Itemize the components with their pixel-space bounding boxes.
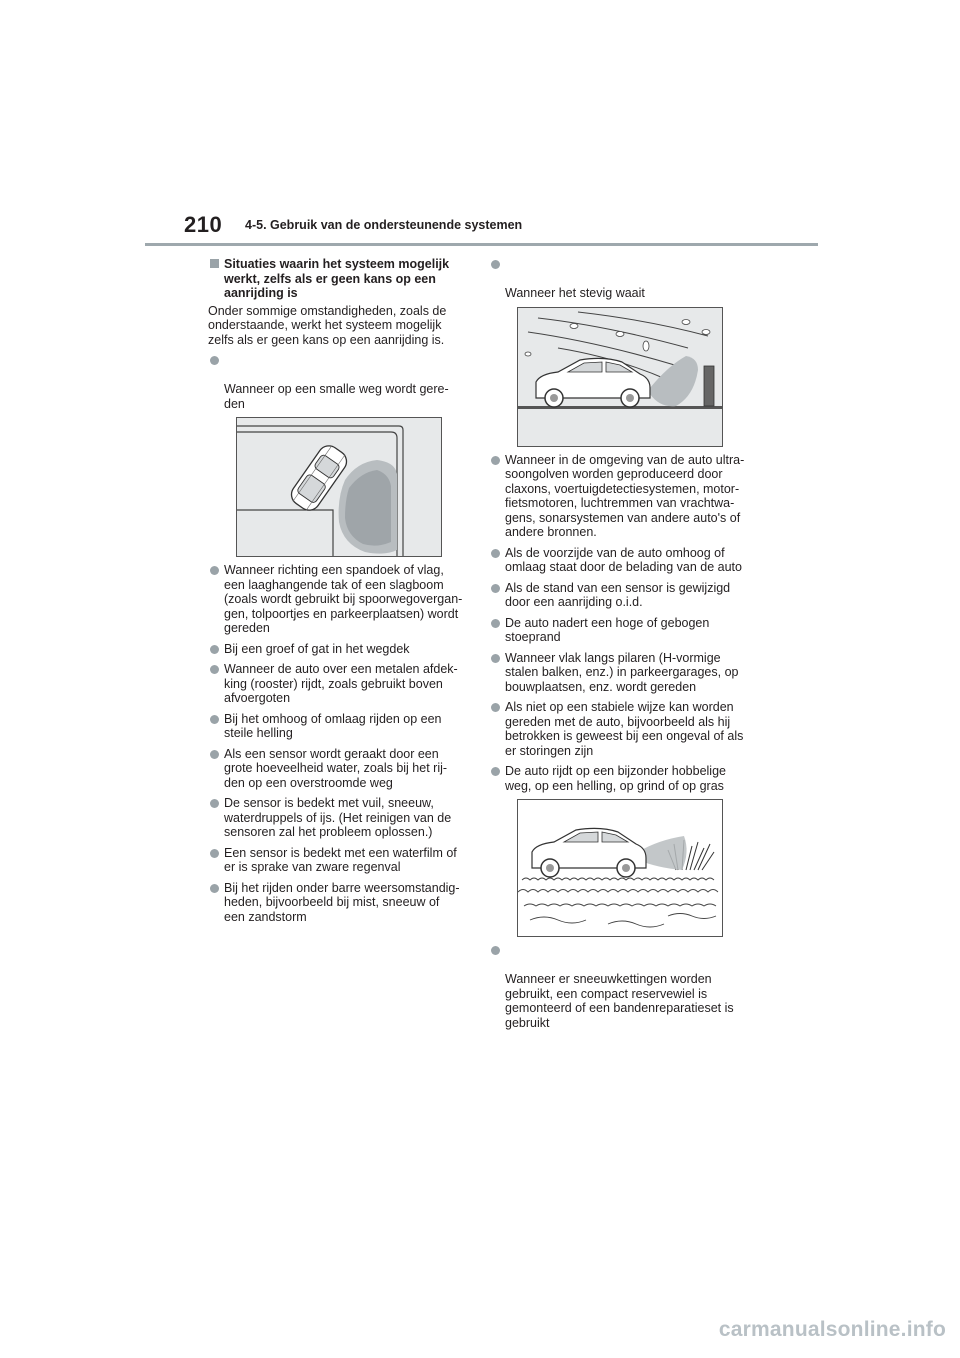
square-bullet-icon xyxy=(210,259,219,268)
round-bullet-icon xyxy=(491,654,500,663)
bullet-item xyxy=(208,796,470,840)
page-number: 210 xyxy=(184,212,223,237)
bullet-item xyxy=(208,662,470,706)
round-bullet-icon xyxy=(210,566,219,575)
bullet-item xyxy=(489,257,751,301)
round-bullet-icon xyxy=(210,849,219,858)
round-bullet-icon xyxy=(210,715,219,724)
bullet-text: Wanneer er sneeuwkettingen worden gebruikt, een compact reservewiel is gemonteerd of een bandenreparatieset is gebruikt xyxy=(505,972,734,1030)
section-title: 4-5. Gebruik van de ondersteunende systemen xyxy=(245,218,523,232)
bullet-item xyxy=(208,846,470,875)
round-bullet-icon xyxy=(210,356,219,365)
bullet-text: Wanneer richting een spandoek of vlag, een laaghangende tak of een slagboom (zoals wordt gebruikt bij spoorwegovergan- gen, tolpoortjes en parkeerplaatsen) wordt gereden xyxy=(224,563,463,635)
bullet-text: Wanneer vlak langs pilaren (H-vormige stalen balken, enz.) in parkeergarages, op bouwplaatsen, enz. wordt gereden xyxy=(505,650,739,694)
round-bullet-icon xyxy=(210,884,219,893)
bullet-text: Als de stand van een sensor is gewijzigd door een aanrijding o.i.d. xyxy=(505,580,731,609)
watermark: carmanualsonline.info xyxy=(718,1318,946,1341)
round-bullet-icon xyxy=(210,750,219,759)
right-bullet-list xyxy=(489,453,751,794)
round-bullet-icon xyxy=(491,946,500,955)
round-bullet-icon xyxy=(491,767,500,776)
round-bullet-icon xyxy=(491,260,500,269)
bullet-text: De auto rijdt op een bijzonder hobbelige weg, op een helling, op grind of op gras xyxy=(505,764,726,793)
bullet-text: Bij een groef of gat in het wegdek xyxy=(224,641,410,656)
rough-road-illustration xyxy=(517,799,723,937)
bullet-text: Als de voorzijde van de auto omhoog of omlaag staat door de belading van de auto xyxy=(505,545,742,574)
right-column xyxy=(489,257,751,1036)
bullet-text: Bij het rijden onder barre weersomstandig- heden, bijvoorbeeld bij mist, sneeuw of een zandstorm xyxy=(224,880,460,924)
left-column xyxy=(208,257,470,930)
bullet-item xyxy=(208,642,470,657)
bullet-item xyxy=(489,581,751,610)
narrow-road-illustration xyxy=(236,417,442,557)
bullet-text: Wanneer in de omgeving van de auto ultra- soongolven worden geproduceerd door claxons, voertuigdetectiesystemen, motor- fietsmotoren, luchtremmen van vrachtwa- gens, sonarsystemen van andere auto's of andere bronnen. xyxy=(505,452,745,539)
bullet-item xyxy=(208,563,470,636)
bullet-text: Als een sensor wordt geraakt door een grote hoeveelheid water, zoals bij het rij- den op een overstroomde weg xyxy=(224,746,448,790)
bullet-item xyxy=(489,616,751,645)
bullet-text: Als niet op een stabiele wijze kan worden gereden met de auto, bijvoorbeeld als hij betrokken is geweest bij een ongeval of als er storingen zijn xyxy=(505,700,744,758)
intro-paragraph: Onder sommige omstandigheden, zoals de onderstaande, werkt het systeem mogelijk zelfs als er geen kans op een aanrijding is. xyxy=(208,303,447,347)
page-header xyxy=(0,0,960,250)
strong-wind-illustration xyxy=(517,307,723,447)
round-bullet-icon xyxy=(491,456,500,465)
round-bullet-icon xyxy=(491,549,500,558)
round-bullet-icon xyxy=(210,799,219,808)
round-bullet-icon xyxy=(210,665,219,674)
bullet-item xyxy=(208,353,470,411)
round-bullet-icon xyxy=(491,619,500,628)
bullet-item xyxy=(208,747,470,791)
bullet-text: Wanneer de auto over een metalen afdek- king (rooster) rijdt, zoals gebruikt boven afvoergoten xyxy=(224,662,458,705)
round-bullet-icon xyxy=(491,584,500,593)
bullet-item xyxy=(489,546,751,575)
bullet-text: De sensor is bedekt met vuil, sneeuw, waterdruppels of ijs. (Het reinigen van de sensoren zal het probleem oplossen.) xyxy=(224,796,452,839)
left-bullet-list xyxy=(208,563,470,924)
bullet-item xyxy=(489,651,751,695)
round-bullet-icon xyxy=(491,703,500,712)
bullet-item xyxy=(489,453,751,540)
subsection-heading-text: Situaties waarin het systeem mogelijk werkt, zelfs als er geen kans op een aanrijding is xyxy=(224,257,450,300)
bullet-item xyxy=(489,700,751,758)
bullet-text: Wanneer op een smalle weg wordt gere- den xyxy=(224,382,449,411)
header-divider xyxy=(145,243,818,246)
round-bullet-icon xyxy=(210,645,219,654)
bullet-text: Wanneer het stevig waait xyxy=(505,286,645,300)
subsection-heading xyxy=(208,257,470,301)
bullet-text: Een sensor is bedekt met een waterfilm of er is sprake van zware regenval xyxy=(224,845,457,874)
bullet-item xyxy=(208,881,470,925)
bullet-text: Bij het omhoog of omlaag rijden op een steile helling xyxy=(224,711,442,740)
bullet-item xyxy=(489,943,751,1030)
bullet-item xyxy=(489,764,751,793)
bullet-text: De auto nadert een hoge of gebogen stoeprand xyxy=(505,615,710,644)
bullet-item xyxy=(208,712,470,741)
